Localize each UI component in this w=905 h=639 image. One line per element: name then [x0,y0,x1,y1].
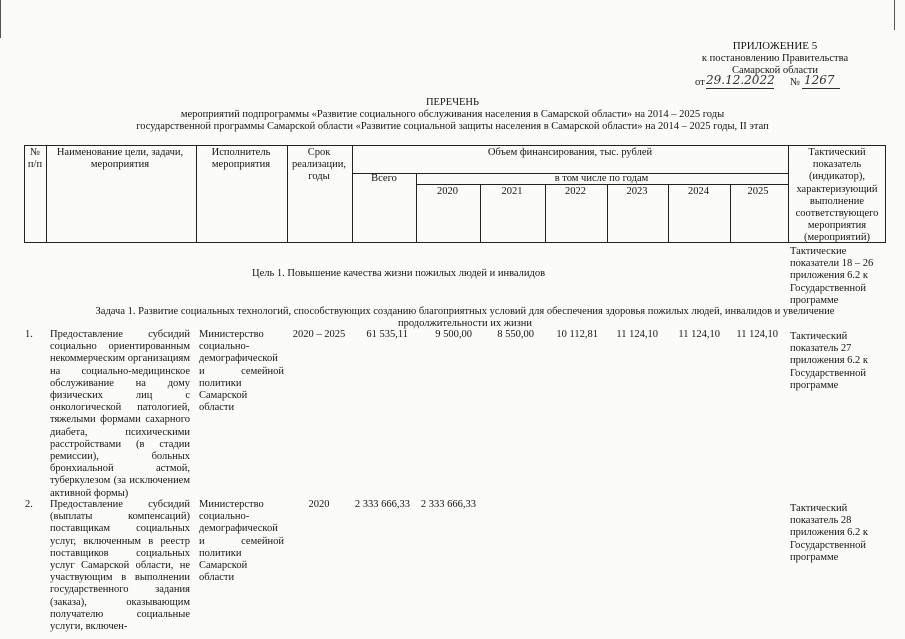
col-header-num: № п/п [27,147,43,171]
row-number: 2. [25,499,33,510]
goal-text: Цель 1. Повышение качества жизни пожилых людей и инвалидов [252,268,546,279]
row-2025: 11 124,10 [736,329,778,340]
date-underline [706,88,774,89]
row-2022: 10 112,81 [556,329,598,340]
list-title: ПЕРЕЧЕНЬ [425,97,480,108]
row-executor: Министерство социально-демографической и семейной политики Самарской области [199,499,284,584]
appendix-number: 1267 [804,73,835,87]
col-header-year: 2021 [501,186,523,197]
appendix-from-label: от [695,77,705,88]
col-header-executor: Исполнитель мероприятия [211,147,271,171]
row-2024: 11 124,10 [678,329,720,340]
row-term: 2020 [308,499,330,510]
scan-edge-mark [894,0,895,30]
col-header-year: 2022 [565,186,586,197]
col-header-name: Наименование цели, задачи, мероприятия [56,147,184,171]
appendix-number-label: № [790,77,801,88]
row-2020: 9 500,00 [435,329,472,340]
heading-line-2: государственной программы Самарской области «Развитие социальной защиты населения в Самарской области» на 2014 – 2025 годы, II этап [136,121,769,132]
row-indicator: Тактический показатель 28 приложения 6.2 к Государственной программе [790,503,869,563]
col-header-funding: Объем финансирования, тыс. рублей [487,147,653,158]
col-header-year: 2025 [747,186,769,197]
task-line-1: Задача 1. Развитие социальных технологий, способствующих созданию благоприятных условий для обеспечения здоровья пожилых людей, инвалидов и увеличение [95,306,835,317]
row-executor: Министерство социально-демографической и семейной политики Самарской области [199,329,284,414]
row-2021: 8 550,00 [497,329,534,340]
row-name: Предоставление субсидий (выплаты компенсаций) поставщикам социальных услуг, включенным в реестр поставщиков социальных услуг Самарской области, не участвующим в выполнении государственного задания (заказа), оказывающим получателю социальные услуги, включен- [50,499,190,633]
row-total: 2 333 666,33 [354,499,410,510]
heading-line-1: мероприятий подпрограммы «Развитие социального обслуживания населения в Самарской области» на 2014 – 2025 годы [180,109,725,120]
row-number: 1. [25,329,33,340]
row-name: Предоставление субсидий социально ориентированным некоммерческим организациям на социально-медицинское обслуживание на дому физических лиц с онкологической патологией, тяжелыми формами сахарного диабета, психическими расстройствами (в стадии ремиссии), больных бронхиальной астмой, туберкулезом (за исключением активной формы) [50,329,190,499]
appendix-line-2: Самарской области [732,65,818,76]
scan-edge-mark [0,0,1,38]
row-2020: 2 333 666,33 [420,499,476,510]
row-indicator: Тактический показатель 27 приложения 6.2 к Государственной программе [790,331,869,391]
col-header-year: 2020 [437,186,458,197]
row-total: 61 535,11 [366,329,408,340]
appendix-line-1: к постановлению Правительства [701,53,849,64]
goal-indicator: Тактические показатели 18 – 26 приложения 6.2 к Государственной программе [790,246,874,306]
col-header-year: 2023 [626,186,648,197]
row-2023: 11 124,10 [616,329,658,340]
task-line-2: продолжительности их жизни [397,318,533,329]
row-term: 2020 – 2025 [292,329,346,340]
col-header-year: 2024 [688,186,709,197]
col-header-by-years: в том числе по годам [554,173,649,184]
appendix-date: 29.12.2022 [706,73,775,87]
col-header-indicator: Тактический показатель (индикатор), характеризующий выполнение соответствующего мероприятия (мероприятий) [795,147,879,244]
number-underline [802,88,840,89]
appendix-title: ПРИЛОЖЕНИЕ 5 [732,40,818,52]
col-header-total: Всего [371,173,397,184]
col-header-term: Срок реализации, годы [292,147,346,183]
